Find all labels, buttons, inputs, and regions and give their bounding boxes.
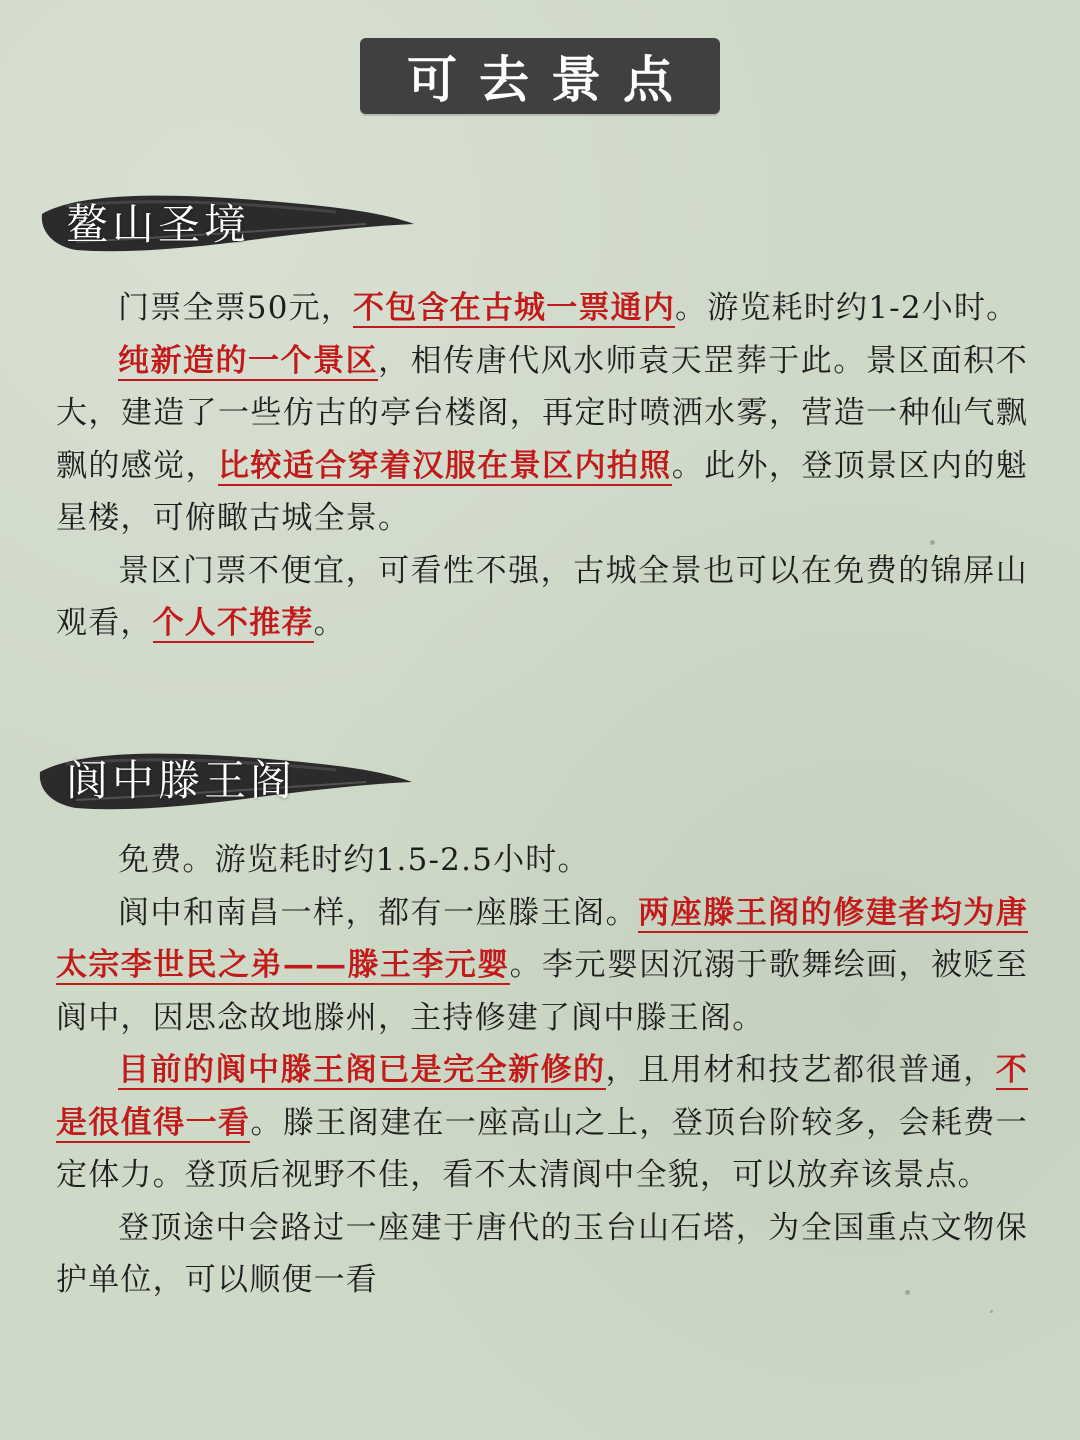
highlight-text: 纯新造的一个景区 <box>118 342 379 379</box>
text-run: 免费。游览耗时约1.5-2.5小时。 <box>118 842 590 878</box>
text-run: ，且用材和技艺都很普通， <box>605 1052 996 1088</box>
text-run: 登顶途中会路过一座建于唐代的玉台山石塔，为全国重点文物保护单位，可以顺便一看 <box>56 1209 1028 1298</box>
paragraph <box>56 282 1028 335</box>
text-run: 景区门票不便宜，可看性不强，古城全景也可以在免费的锦屏山观看， <box>56 552 1028 641</box>
section-heading-2 <box>36 736 416 820</box>
highlight-text: 比较适合穿着汉服在景区内拍照 <box>218 447 672 484</box>
text-run: ，相传唐代风水师袁天罡葬于此。景区面积不大，建造了一些仿古的亭台楼阁，再定时喷洒水雾，营造一种仙气飘飘的感觉， <box>56 342 1028 484</box>
paragraph <box>56 1044 1028 1202</box>
page-title: 可去景点 <box>407 50 695 109</box>
text-run: 。游览耗时约1-2小时。 <box>675 290 1019 326</box>
highlight-text: 不是很值得一看 <box>56 1052 1029 1141</box>
highlight-text: 个人不推荐 <box>152 605 314 641</box>
highlight-text: 不包含在古城一票通内 <box>353 290 676 326</box>
paragraph <box>56 834 1028 887</box>
text-run: 门票全票50元， <box>118 290 354 326</box>
text-run: 阆中和南昌一样，都有一座滕王阁。 <box>118 894 639 931</box>
text-run: 。滕王阁建在一座高山之上，登顶台阶较多，会耗费一定体力。登顶后视野不佳，看不太清阆中全貌，可以放弃该景点。 <box>56 1104 1028 1193</box>
paragraph <box>56 335 1028 545</box>
paragraph <box>56 1202 1028 1307</box>
section-heading-1 <box>36 180 416 264</box>
section-heading-text: 阆中滕王阁 <box>66 756 297 805</box>
text-run: 。 <box>313 605 346 641</box>
highlight-text: 目前的阆中滕王阁已是完全新修的 <box>118 1052 606 1088</box>
section-body-2 <box>56 834 1028 1307</box>
section-body-1 <box>56 282 1028 650</box>
text-run: 。李元婴因沉溺于歌舞绘画，被贬至阆中，因思念故地滕州，主持修建了阆中滕王阁。 <box>56 947 1028 1036</box>
page-title-box <box>360 38 720 114</box>
paragraph <box>56 887 1028 1045</box>
text-run: 。此外，登顶景区内的魁星楼，可俯瞰古城全景。 <box>56 447 1028 536</box>
paragraph <box>56 545 1028 650</box>
highlight-text: 两座滕王阁的修建者均为唐太宗李世民之弟——滕王李元婴 <box>56 894 1028 983</box>
ink-speck <box>990 1310 993 1313</box>
section-heading-text: 鳌山圣境 <box>66 200 251 249</box>
